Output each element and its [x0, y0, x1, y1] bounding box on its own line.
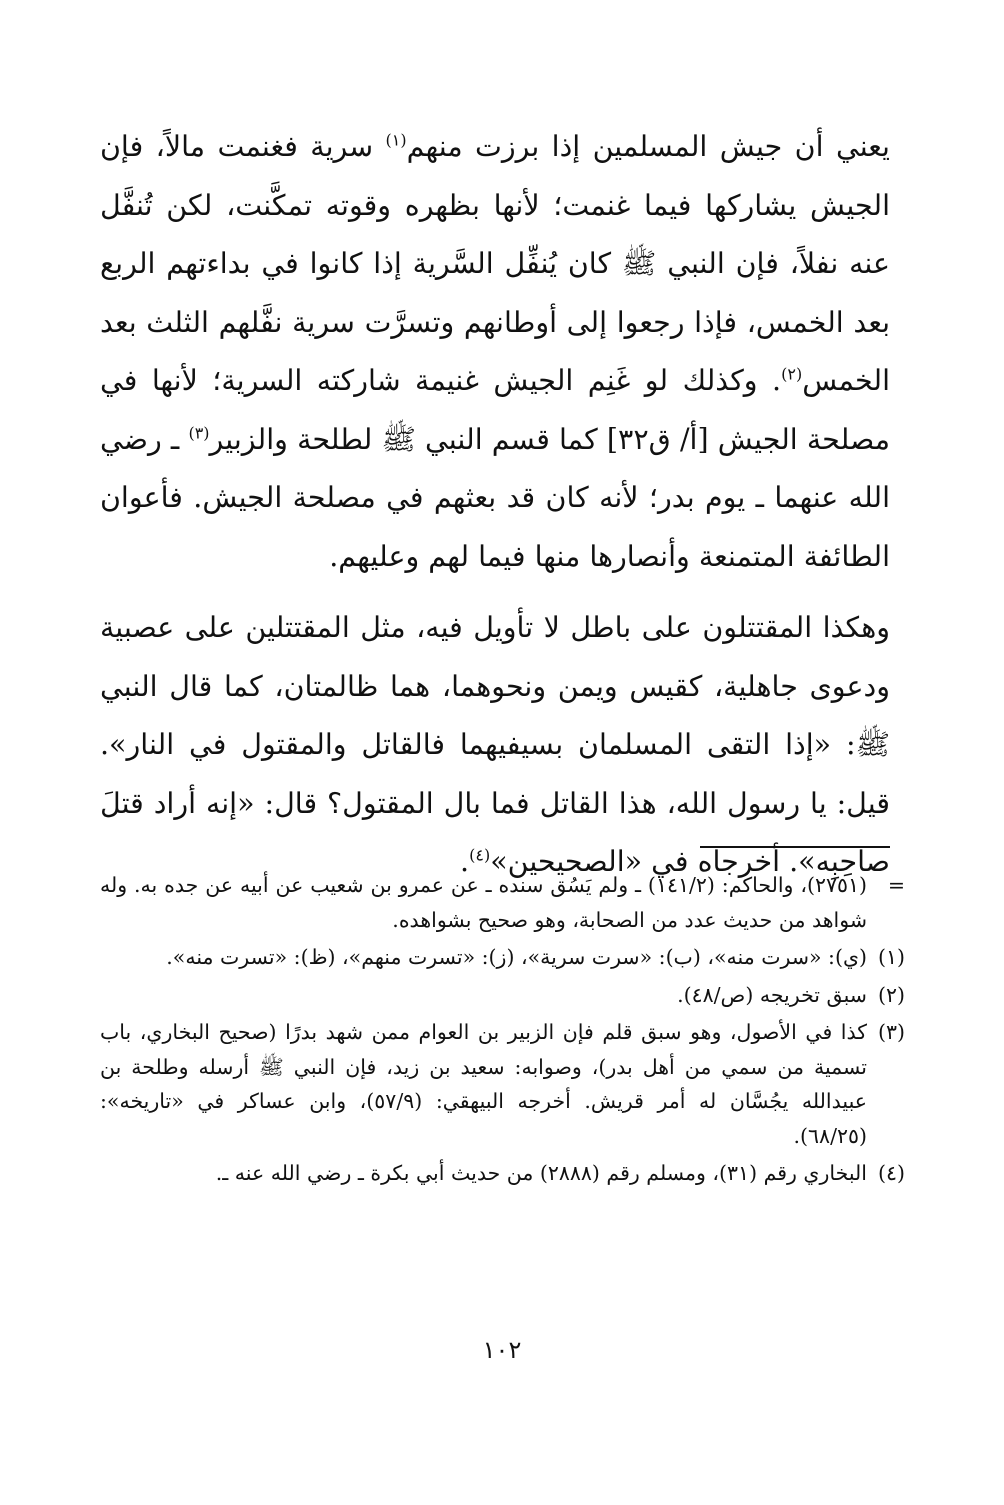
footnote-ref-1[interactable]: (١) — [385, 130, 407, 150]
footnote-marker: (١) — [877, 945, 905, 969]
footnotes — [100, 868, 905, 1194]
text-span: . — [460, 845, 470, 878]
footnote-3 — [100, 1015, 905, 1153]
footnote-text: سبق تخريجه (ص/٤٨). — [677, 982, 867, 1007]
page-number: ١٠٢ — [482, 1336, 522, 1364]
text-span: ـ رضي الله عنهما ـ يوم بدر؛ لأنه كان قد بعثهم في مصلحة الجيش. فأعوان الطائفة المتمنعة وأنصارها منها فيما لهم وعليهم. — [100, 422, 890, 573]
footnote-ref-3[interactable]: (٣) — [188, 423, 210, 442]
footnote-ref-4[interactable]: (٤) — [469, 845, 491, 865]
footnote-text: (٢٧٥١)، والحاكم: (١٤١/٢) ـ ولم يَسُق سنده ـ عن عمرو بن شعيب عن أبيه عن جده به. وله شواهد من حديث عدد من الصحابة، وهو صحيح بشواهده. — [100, 873, 867, 932]
footnote-marker: (٣) — [877, 1020, 905, 1044]
text-span: . وكذلك لو غَنِم الجيش غنيمة شاركته السرية؛ لأنها في مصلحة الجيش [أ/ ق٣٢] كما قسم النبي ﷺ لطلحة والزبير — [100, 364, 890, 456]
main-text — [100, 118, 890, 892]
text-span: وهكذا المقتتلون على باطل لا تأويل فيه، مثل المقتتلين على عصبية ودعوى جاهلية، كقيس ويمن ونحوهما، هما ظالمتان، كما قال النبي ﷺ: «إذا التقى المسلمان بسيفيهما فالقاتل والمقتول في النار». قيل: يا رسول الله، هذا القاتل فما بال المقتول؟ قال: «إنه أراد قتلَ صاحِبِه». أخرجاه في «الصحيحين» — [100, 611, 890, 878]
footnote-4 — [100, 1156, 905, 1191]
footnote-marker: (٤) — [877, 1161, 905, 1185]
footnote-text: كذا في الأصول، وهو سبق قلم فإن الزبير بن العوام ممن شهد بدرًا (صحيح البخاري، باب تسمية من سمي من أهل بدر)، وصوابه: سعيد بن زيد، فإن النبي ﷺ أرسله وطلحة بن عبيدالله يجُسَّان له أمر قريش. أخرجه البيهقي: (٥٧/٩)، وابن عساكر في «تاريخه»: (٦٨/٢٥). — [100, 1020, 867, 1148]
text-span: يعني أن جيش المسلمين إذا برزت منهم — [406, 130, 890, 163]
footnote-ref-2[interactable]: (٢) — [781, 364, 803, 384]
footnote-marker: (٢) — [877, 982, 905, 1007]
footnote-marker: = — [887, 873, 905, 897]
footnote-text: (ي): «سرت منه»، (ب): «سرت سرية»، (ز): «تسرت منهم»، (ظ): «تسرت منه». — [166, 945, 867, 969]
footnote-separator — [700, 846, 890, 848]
footnote-continued — [100, 868, 905, 937]
footnote-2 — [100, 978, 905, 1013]
text-span: سرية فغنمت مالاً، فإن الجيش يشاركها فيما غنمت؛ لأنها بظهره وقوته تمكَّنت، لكن تُنفَّل عنه نفلاً، فإن النبي ﷺ كان يُنفِّل السَّرية إذا كانوا في بداءتهم الربع بعد الخمس، فإذا رجعوا إلى أوطانهم وتسرَّت سرية نفَّلهم الثلث بعد الخمس — [100, 130, 890, 397]
paragraph-1 — [100, 118, 890, 586]
footnote-text: البخاري رقم (٣١)، ومسلم رقم (٢٨٨٨) من حديث أبي بكرة ـ رضي الله عنه ـ. — [215, 1161, 867, 1185]
footnote-1 — [100, 940, 905, 975]
